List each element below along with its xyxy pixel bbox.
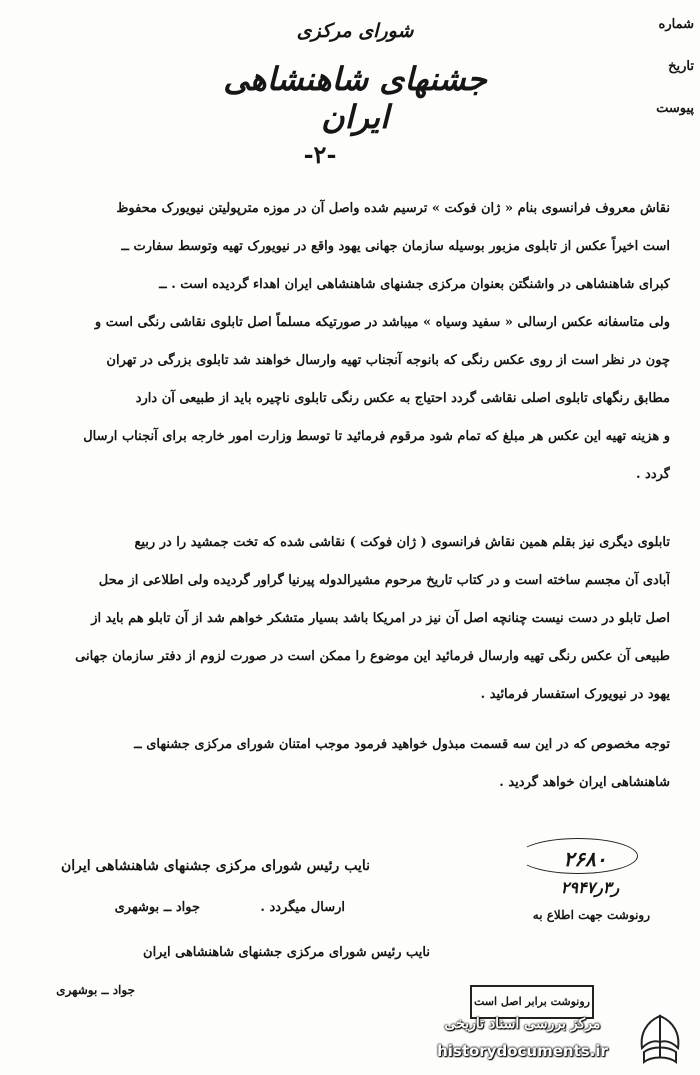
signatory-name: جواد ــ بوشهری [114,900,200,915]
text-line: نقاش معروف فرانسوی بنام « ژان فوکت » ترسیم شده واصل آن در موزه مترپولیتن نیویورک محفوظ [116,201,670,216]
text-line: آبادی آن مجسم ساخته است و در کتاب تاریخ مرحوم مشیرالدوله پیرنیا گراور گردیده ولی اطلاعی از محل [98,573,670,588]
text-line: مطابق رنگهای تابلوی اصلی نقاشی گردد احتیاج به عکس رنگی تابلوی ناچیره باید از طبیعی آن دارد [135,391,670,406]
typed-signatory-title: نایب رئیس شورای مرکزی جشنهای شاهنشاهی ایران [143,945,430,960]
document-meta-labels [634,14,694,140]
watermark-url: historydocuments.ir [437,1042,608,1060]
copy-note: رونوشت جهت اطلاع به [532,908,650,922]
text-line: کبرای شاهنشاهی در واشنگتن بعنوان مرکزی جشنهای شاهنشاهی ایران اهداء گردیده است . ــ [159,277,670,292]
sent-note: ارسال میگردد . [260,900,345,915]
paragraph-3 [35,726,670,802]
registration-date: ۲۹ر۳ر۴۷ [560,878,620,897]
text-line: تابلوی دیگری نیز بقلم همین نقاش فرانسوی ( ژان فوکت ) نقاشی شده که تخت جمشید را در ربیع [134,535,670,550]
letter-body [35,190,670,802]
archive-watermark [415,1014,630,1068]
page-number: -۲- [303,140,337,169]
text-line: ولی متاسفانه عکس ارسالی « سفید وسیاه » میباشد در صورتیکه مسلماً اصل تابلوی نقاشی رنگی است و [94,315,670,330]
text-line: و هزینه تهیه این عکس هر مبلغ که تمام شود مرقوم فرمائید تا توسط وزارت امور خارجه برای آنجناب ارسال [83,429,670,444]
watermark-name: مرکز بررسی اسناد تاریخی [444,1016,601,1032]
date-label: تاریخ [668,59,694,74]
text-line: چون در نظر است از روی عکس رنگی که بانوجه آنجناب تهیه وارسال خواهند شد تابلوی بزرگی در تهران [106,353,670,368]
text-line: یهود در نیویورک استفسار فرمائید . [480,687,670,702]
typed-signatory-name: جواد ــ بوشهری [56,983,135,997]
council-heading: شورای مرکزی [296,20,414,42]
celebration-heading: جشنهای شاهنشاهی ایران [223,60,487,136]
text-line: توجه مخصوص که در این سه قسمت مبذول خواهید فرمود موجب امتنان شورای مرکزی جشنهای ــ [134,737,670,752]
signatory-title: نایب رئیس شورای مرکزی جشنهای شاهنشاهی ایران [60,858,370,874]
text-line: اصل تابلو در دست نیست چنانچه اصل آن نیز در امریکا باشد بسیار متشکر خواهم شد از آن تابلو هم باید از [91,611,670,626]
registration-number: ۲۶۸۰ [563,847,607,871]
number-label: شماره [658,17,694,32]
text-line: طبیعی آن عکس رنگی تهیه وارسال فرمائید این موضوع را ممکن است در صورت لزوم از دفتر سازمان جهانی [75,649,670,664]
paragraph-1 [35,190,670,494]
text-line: شاهنشاهی ایران خواهد گردید . [499,775,670,790]
paragraph-2 [35,524,670,714]
true-copy-stamp: رونوشت برابر اصل است [470,985,594,1019]
text-line: گردد . [636,467,670,482]
archive-logo-icon [634,1012,686,1068]
text-line: است اخیراً عکس از تابلوی مزبور بوسیله سازمان جهانی یهود واقع در نیویورک تهیه وتوسط سفارت ــ [121,239,670,254]
attachment-label: پیوست [656,101,694,116]
